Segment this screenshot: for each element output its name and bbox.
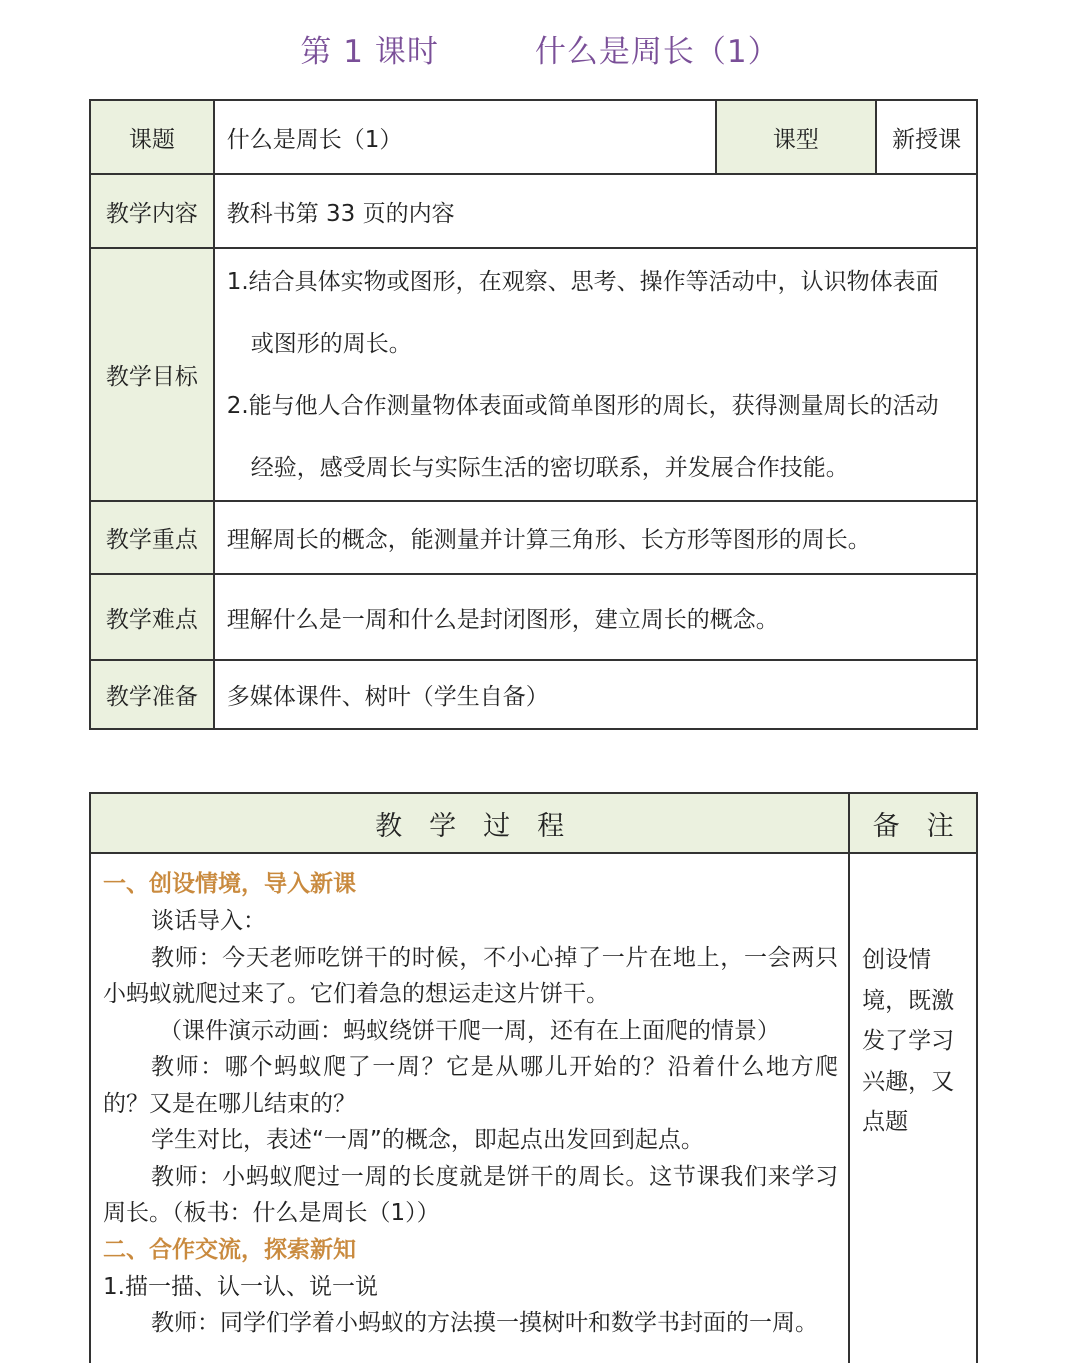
topic-value: 什么是周长（1） [214,100,716,174]
note-line: 兴趣，又 [862,1068,955,1095]
page-title [0,26,1080,71]
note-body [849,853,977,1363]
type-value: 新授课 [876,100,977,174]
content-label: 教学内容 [90,174,214,248]
note-header: 备 注 [849,793,977,853]
goal-label: 教学目标 [90,248,214,501]
topic-label: 课题 [90,100,214,174]
difficulty-value: 理解什么是一周和什么是封闭图形，建立周长的概念。 [214,574,977,660]
note-line: 点题 [862,1109,909,1135]
key-point-value: 理解周长的概念，能测量并计算三角形、长方形等图形的周长。 [214,501,977,574]
goal-line: 经验，感受周长与实际生活的密切联系，并发展合作技能。 [250,454,849,481]
content-value: 教科书第 33 页的内容 [214,174,977,248]
process-body [90,853,849,1363]
note-line: 境，既激 [862,987,955,1014]
key-point-label: 教学重点 [90,501,214,574]
lesson-topic: 什么是周长（1） [534,34,780,70]
process-paragraph: 教师：哪个蚂蚁爬了一周？它是从哪儿开始的？沿着什么地方爬的？又是在哪儿结束的？ [103,1054,839,1117]
section-heading: 二、合作交流，探索新知 [103,1236,356,1263]
lesson-number: 第 1 课时 [300,34,439,70]
goal-line: 2.能与他人合作测量物体表面或简单图形的周长，获得测量周长的活动 [226,392,939,419]
goal-value [214,248,977,501]
note-line: 发了学习 [862,1028,955,1054]
difficulty-label: 教学难点 [90,574,214,660]
preparation-value: 多媒体课件、树叶（学生自备） [214,660,977,729]
teaching-process-table [89,792,978,1363]
lesson-info-table [89,99,978,730]
sub-heading: 1.描一描、认一认、说一说 [103,1273,378,1300]
section-heading: 一、创设情境，导入新课 [103,871,356,897]
process-paragraph: 学生对比，表述“一周”的概念，即起点出发回到起点。 [151,1127,704,1153]
type-label: 课型 [716,100,877,174]
preparation-label: 教学准备 [90,660,214,729]
process-paragraph: 谈话导入： [151,908,266,934]
note-line: 创设情 [862,947,932,973]
process-header: 教 学 过 程 [90,793,849,853]
process-paragraph: 教师：今天老师吃饼干的时候，不小心掉了一片在地上，一会两只小蚂蚁就爬过来了。它们着急的想运走这片饼干。 [103,944,839,1007]
goal-line: 1.结合具体实物或图形，在观察、思考、操作等活动中，认识物体表面 [226,268,939,295]
process-paragraph: 教师：小蚂蚁爬过一周的长度就是饼干的周长。这节课我们来学习周长。（板书：什么是周长（1）） [103,1163,839,1226]
process-paragraph: （课件演示动画：蚂蚁绕饼干爬一周，还有在上面爬的情景） [159,1017,780,1044]
goal-line: 或图形的周长。 [250,330,412,357]
process-paragraph: 教师：同学们学着小蚂蚁的方法摸一摸树叶和数学书封面的一周。 [151,1310,818,1336]
